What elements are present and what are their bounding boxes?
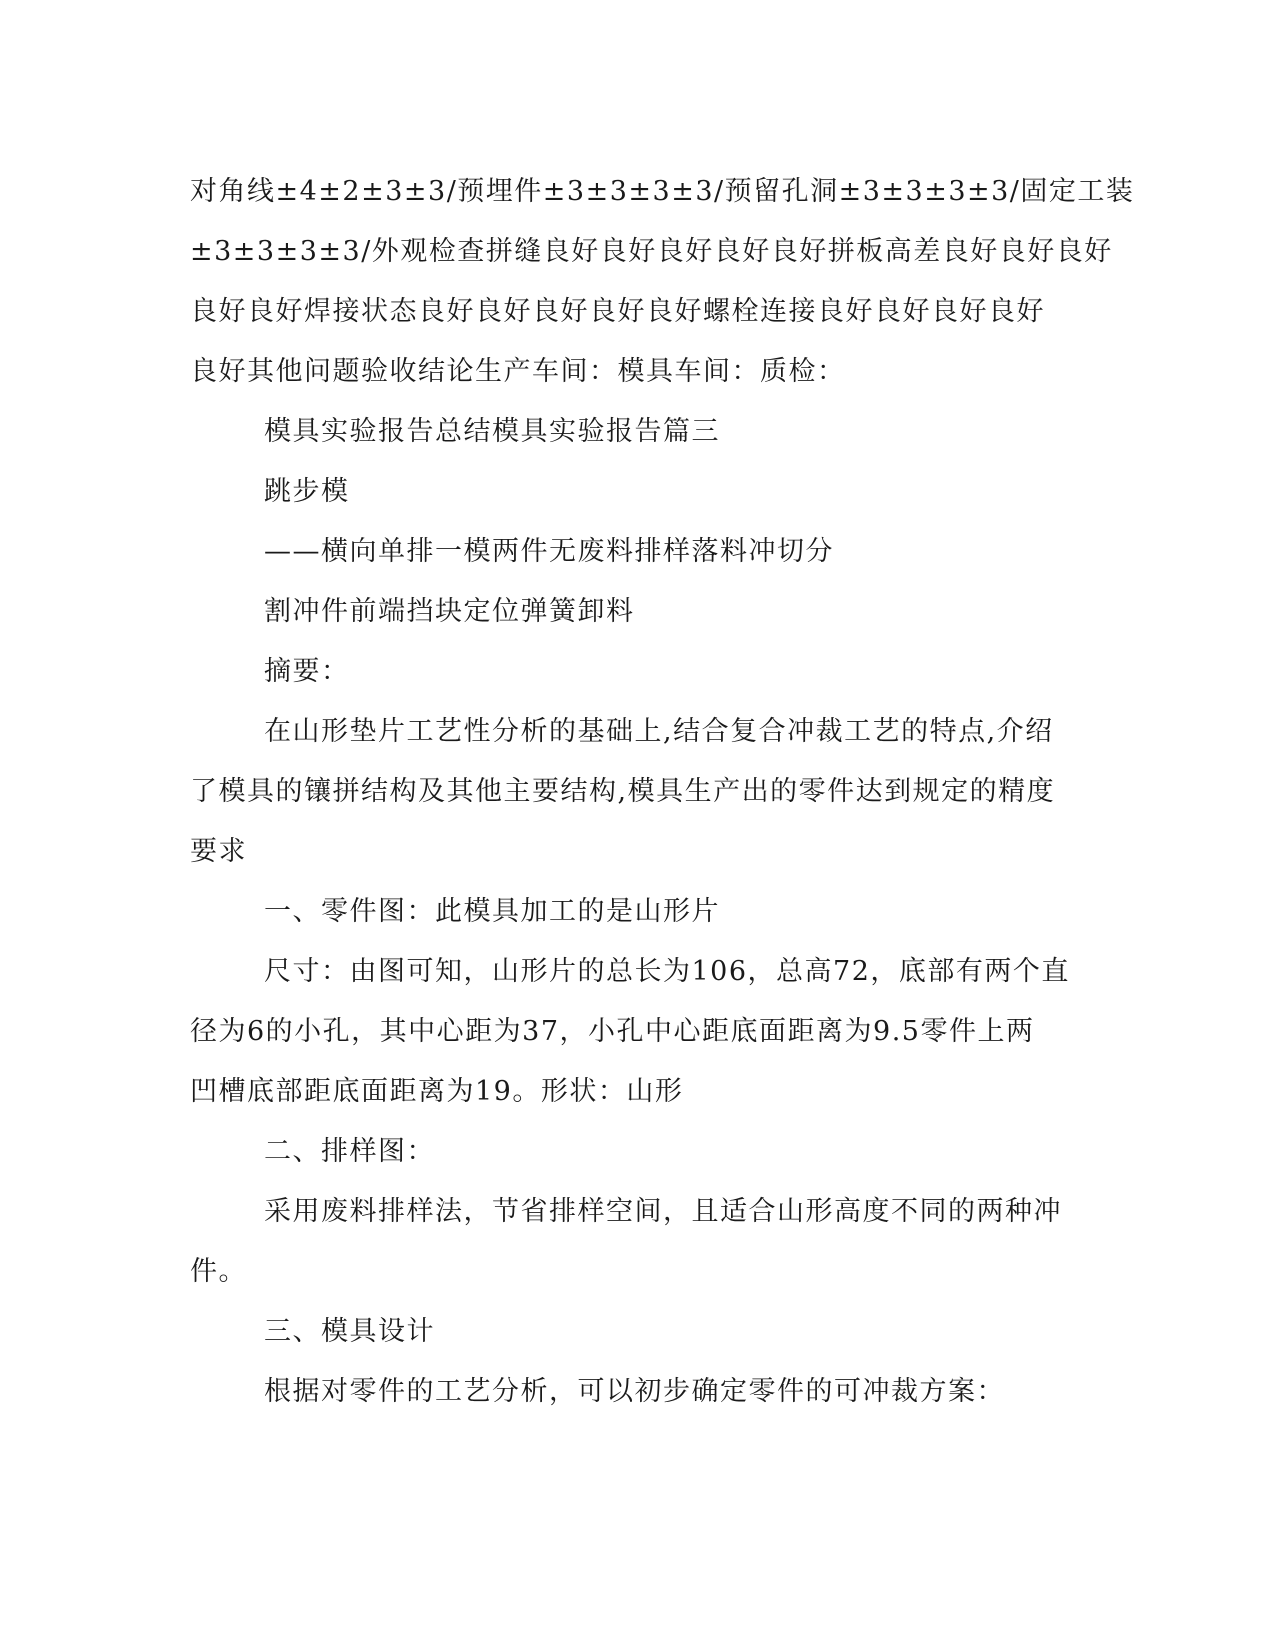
text-line: 良好良好焊接状态良好良好良好良好良好螺栓连接良好良好良好良好 bbox=[190, 296, 1045, 327]
text-line: 良好其他问题验收结论生产车间：模具车间：质检： bbox=[190, 356, 846, 387]
text-line: 凹槽底部距底面距离为19。形状：山形 bbox=[190, 1076, 684, 1107]
text-line: 根据对零件的工艺分析，可以初步确定零件的可冲裁方案： bbox=[264, 1376, 1005, 1407]
text-line: 割冲件前端挡块定位弹簧卸料 bbox=[264, 596, 635, 627]
text-line: 要求 bbox=[190, 836, 247, 867]
text-line: ——横向单排一模两件无废料排样落料冲切分 bbox=[264, 536, 834, 567]
text-line: 对角线±4±2±3±3/预埋件±3±3±3±3/预留孔洞±3±3±3±3/固定工装 bbox=[190, 176, 1135, 207]
text-line: 了模具的镶拼结构及其他主要结构,模具生产出的零件达到规定的精度 bbox=[190, 776, 1056, 807]
text-line: ±3±3±3±3/外观检查拼缝良好良好良好良好良好拼板高差良好良好良好 bbox=[190, 236, 1113, 267]
text-line: 尺寸：由图可知，山形片的总长为106，总高72，底部有两个直 bbox=[264, 956, 1070, 987]
text-line: 跳步模 bbox=[264, 476, 350, 507]
text-line: 采用废料排样法，节省排样空间，且适合山形高度不同的两种冲 bbox=[264, 1196, 1062, 1227]
section-heading: 三、模具设计 bbox=[264, 1316, 435, 1347]
section-heading: 二、排样图： bbox=[264, 1136, 435, 1167]
section-heading: 一、零件图：此模具加工的是山形片 bbox=[264, 896, 720, 927]
text-line: 件。 bbox=[190, 1256, 247, 1287]
text-line: 在山形垫片工艺性分析的基础上,结合复合冲裁工艺的特点,介绍 bbox=[264, 716, 1054, 747]
text-line: 径为6的小孔，其中心距为37，小孔中心距底面距离为9.5零件上两 bbox=[190, 1016, 1035, 1047]
section-heading: 模具实验报告总结模具实验报告篇三 bbox=[264, 416, 720, 447]
document-body bbox=[190, 162, 1135, 1422]
abstract-label: 摘要： bbox=[264, 656, 350, 687]
